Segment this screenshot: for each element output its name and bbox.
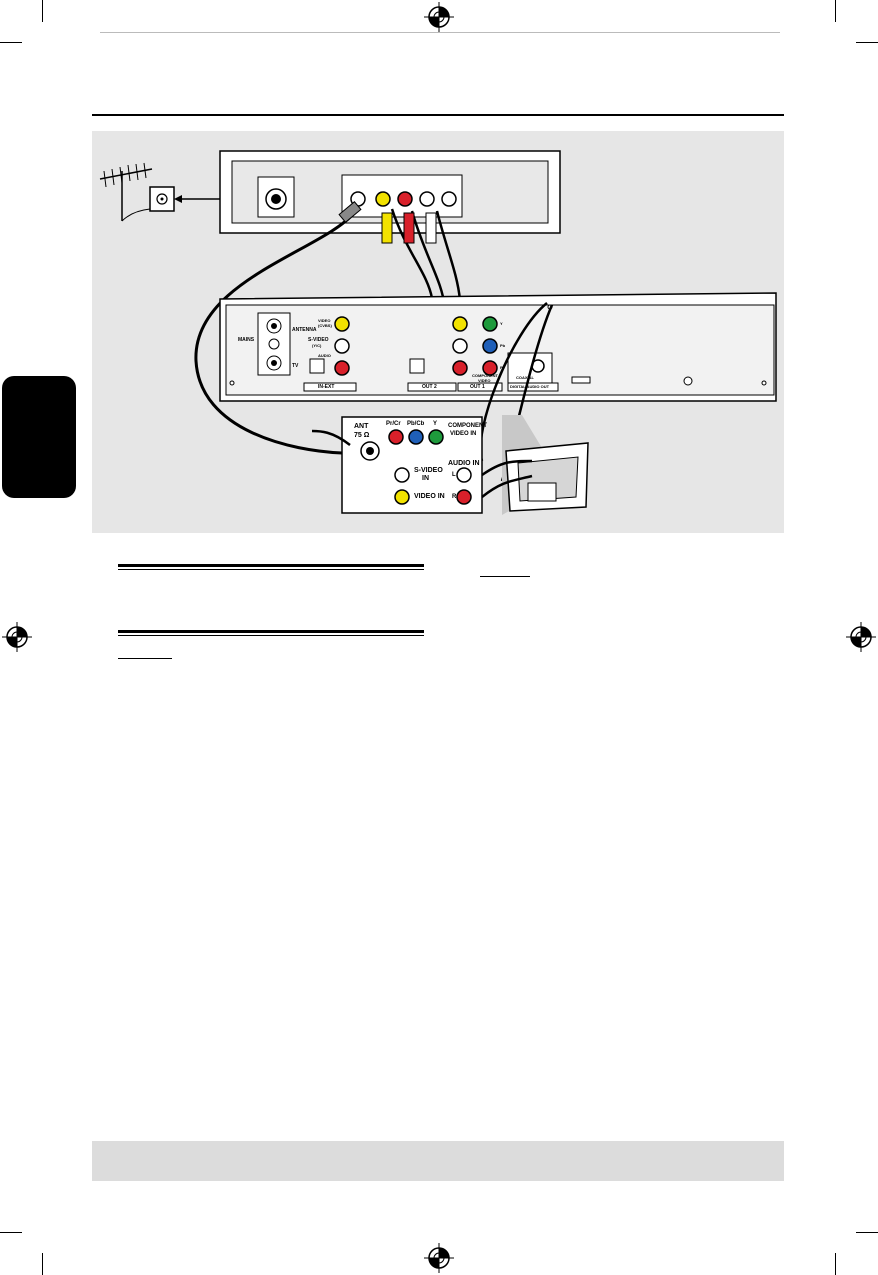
tv-ant-label: ANT — [354, 423, 369, 430]
tv-video-in-label: VIDEO IN — [414, 493, 445, 500]
connection-diagram — [92, 131, 784, 533]
tv-component-label-2: VIDEO IN — [450, 431, 477, 437]
recorder-back-panel — [220, 293, 776, 401]
rec-in-ext-label: IN-EXT — [318, 384, 335, 390]
crop-mark-bl-v — [42, 1253, 43, 1275]
rec-yc-label: (Y/C) — [312, 343, 322, 348]
tv-audio-l-label: L — [452, 472, 456, 478]
tv-svideo-label-1: S-VIDEO — [414, 467, 443, 474]
tv-set-icon — [506, 443, 588, 511]
crop-mark-tl-h — [0, 42, 22, 43]
footer-tip-box — [92, 1141, 784, 1181]
rec-digital-audio-label: DIGITAL AUDIO OUT — [510, 384, 550, 389]
rec-cvbs-label: (CVBS) — [318, 323, 332, 328]
registration-mark-bottom — [422, 1241, 456, 1275]
rec-out2-label: OUT 2 — [422, 384, 437, 390]
rec-antenna-label: ANTENNA — [292, 327, 317, 333]
crop-mark-tl-v — [42, 0, 43, 22]
crop-mark-tr-v — [835, 0, 836, 22]
rec-audio-label: AUDIO — [318, 353, 331, 358]
rec-y-label: Y — [500, 321, 503, 326]
crop-mark-tr-h — [856, 42, 878, 43]
tv-pr-label: Pr/Cr — [386, 421, 401, 427]
rec-out1-label: OUT 1 — [470, 384, 485, 390]
tv-ohm-label: 75 Ω — [354, 432, 370, 439]
registration-mark-left — [0, 620, 34, 654]
section-bar-second — [118, 630, 424, 636]
crop-mark-br-h — [856, 1232, 878, 1233]
underline-stub-right — [480, 576, 530, 577]
registration-mark-top — [422, 0, 456, 34]
antenna-icon — [100, 163, 152, 221]
crop-mark-br-v — [835, 1253, 836, 1275]
header-rule — [92, 114, 784, 116]
rec-component-video-label: VIDEO — [478, 378, 491, 383]
section-bar-top — [118, 564, 424, 570]
wall-antenna-socket-icon — [150, 187, 174, 211]
tv-svideo-label-2: IN — [422, 475, 429, 482]
tv-y-label: Y — [433, 421, 438, 427]
rec-video-label: VIDEO — [318, 318, 331, 323]
rec-tv-label: TV — [292, 363, 299, 369]
tv-pb-label: Pb/Cb — [407, 421, 425, 427]
rec-pr-label: Pr — [500, 365, 505, 370]
tv-audio-r-label: R — [452, 494, 457, 500]
underline-stub-left — [118, 658, 172, 659]
rec-svideo-label: S-VIDEO — [308, 337, 329, 343]
rec-mains-label: MAINS — [238, 337, 255, 343]
tv-component-label-1: COMPONENT — [448, 423, 487, 429]
language-side-tab — [2, 376, 76, 498]
tv-audio-in-label: AUDIO IN — [448, 460, 480, 467]
rec-coaxial-label: COAXIAL — [516, 375, 534, 380]
rec-pb-label: Pb — [500, 343, 506, 348]
crop-mark-bl-h — [0, 1232, 22, 1233]
rec-component-label: COMPONENT — [472, 373, 498, 378]
registration-mark-right — [844, 620, 878, 654]
